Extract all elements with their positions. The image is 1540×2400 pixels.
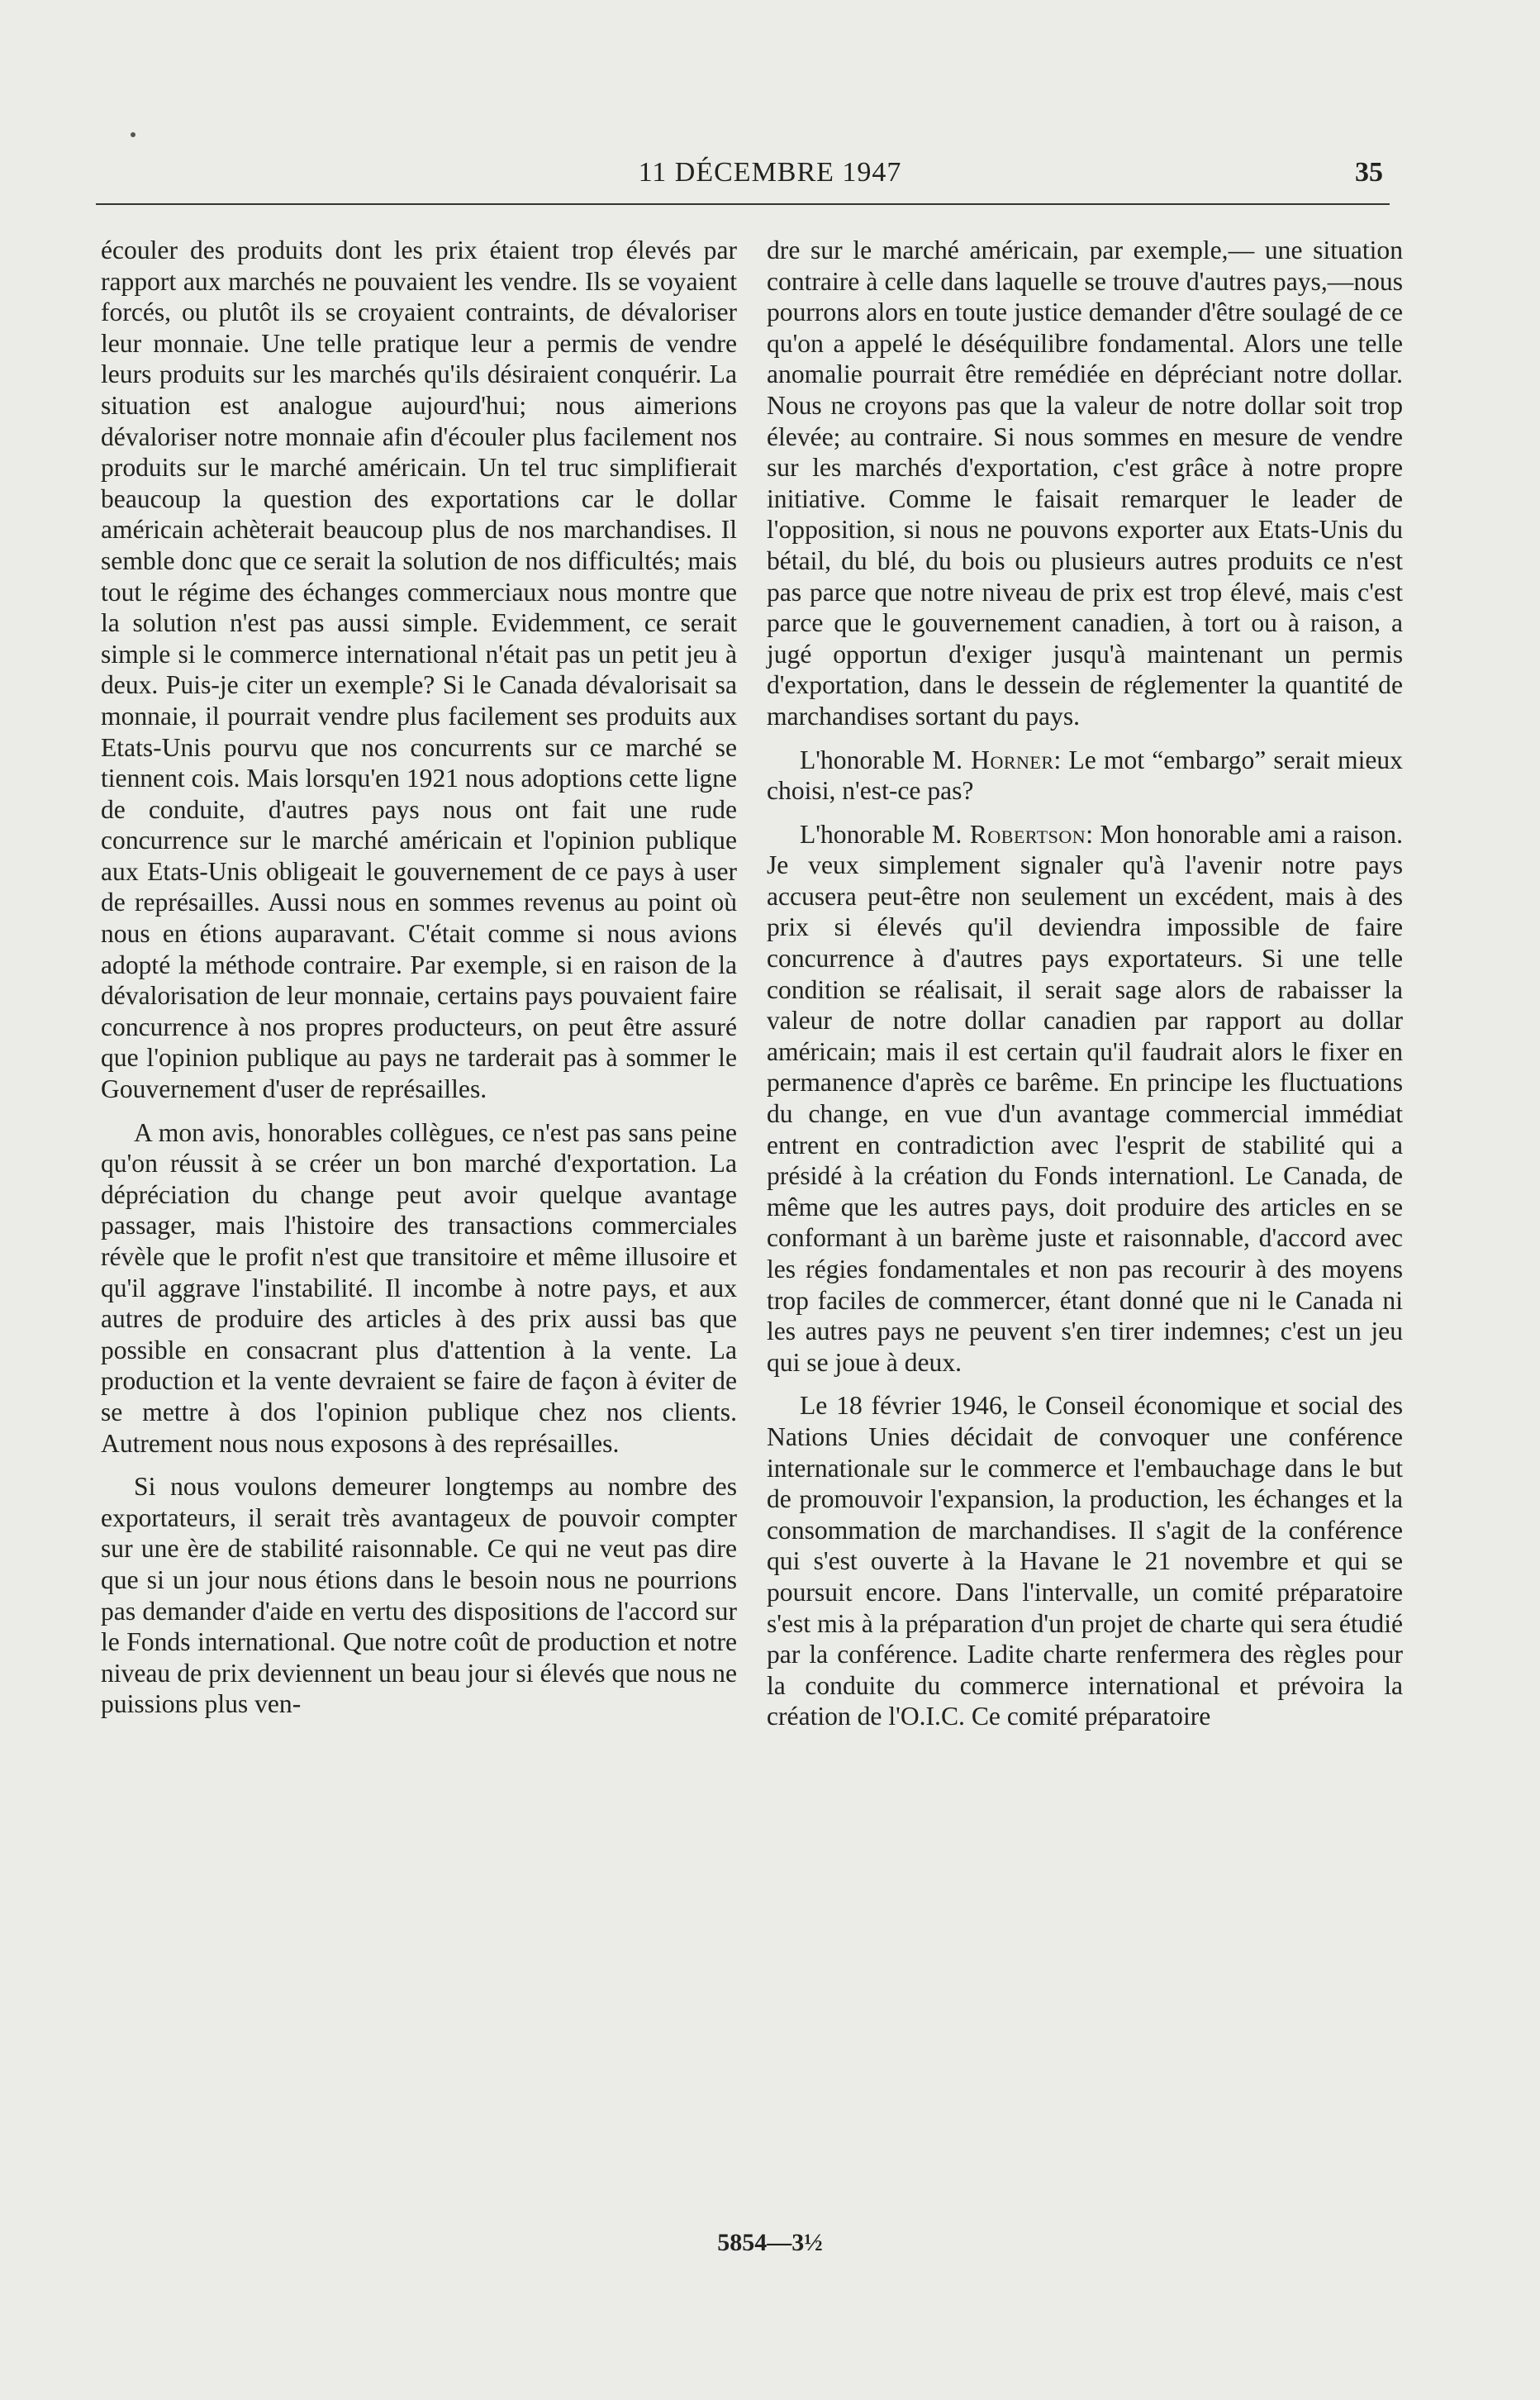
printer-signature: 5854—3½ — [717, 2229, 823, 2256]
header-rule — [96, 203, 1390, 205]
paragraph: A mon avis, honorables collègues, ce n'est pas sans peine qu'on réussit à se créer un bon marché d'exportation. La dépréciation du change peut avoir quelque avantage passager, mais l'histoire des transactions commerciales révèle que le profit n'est que transitoire et même illusoire et qu'il aggrave l'instabilité. Il incombe à notre pays, et aux autres de produire des articles à des prix aussi bas que possible en consacrant plus d'attention à la vente. La production et la vente devraient se faire de façon à éviter de se mettre à dos l'opinion publique chez nos clients. Autrement nous nous exposons à des représailles. — [101, 1117, 737, 1458]
speaker-paragraph — [767, 819, 1403, 1379]
honorific: L'honorable — [800, 819, 925, 849]
paragraph: Si nous voulons demeurer longtemps au nombre des exportateurs, il serait très avantageux de pouvoir compter sur une ère de stabilité raisonnable. Ce qui ne veut pas dire que si un jour nous étions dans le besoin nous ne pourrions pas demander d'aide en vertu des dispositions de l'accord sur le Fonds international. Que notre coût de production et notre niveau de prix deviennent un beau jour si élevés que nous ne puissions plus ven- — [101, 1472, 737, 1719]
speaker-name: M. Robertson — [931, 819, 1086, 849]
speech-text: : Le mot “embargo” serait mieux choisi, n'est-ce pas? — [767, 745, 1403, 806]
speech-text: : Mon honorable ami a raison. Je veux simplement signaler qu'à l'avenir notre pays accusera peut-être non seulement un excédent, mais à des prix si élevés qu'il deviendra impossible de faire concurrence à d'autres pays exportateurs. Si une telle condition se réalisait, il serait sage alors de rabaisser la valeur de notre dollar canadien par rapport au dollar américain; mais il est certain qu'il faudrait alors le fixer en permanence d'après ce barême. En principe les fluctuations du change, en vue d'un avantage commercial immédiat entrent en contradiction avec l'esprit de stabilité qui a présidé à la création du Fonds internationl. Le Canada, de même que les autres pays, doit produire des articles en se conformant à un barème juste et raisonnable, d'accord avec les régies fondamentales et non pas recourir à des moyens trop faciles de commercer, étant donné que ni le Canada ni les autres pays ne peuvent s'en tirer indemnes; c'est un jeu qui se joue à deux. — [767, 819, 1403, 1377]
paragraph-continued: dre sur le marché américain, par exemple,— une situation contraire à celle dans laquelle se trouve d'autres pays,—nous pourrons alors en toute justice demander d'être soulagé de ce qu'on a appelé le déséquilibre fondamental. Alors une telle anomalie pourrait être remédiée en dépréciant notre dollar. Nous ne croyons pas que la valeur de notre dollar soit trop élevée; au contraire. Si nous sommes en mesure de vendre sur les marchés d'exportation, c'est grâce à notre propre initiative. Comme le faisait remarquer le leader de l'opposition, si nous ne pouvons exporter aux Etats-Unis du bétail, du blé, du bois ou plusieurs autres produits ce n'est pas parce que notre niveau de prix est trop élevé, mais c'est parce que le gouvernement canadien, à tort ou à raison, a jugé opportun d'exiger jusqu'à maintenant un permis d'exportation, dans le dessein de réglementer la quantité de marchandises sortant du pays. — [767, 236, 1403, 731]
right-column — [767, 235, 1403, 1732]
honorific: L'honorable — [800, 745, 925, 774]
left-column — [101, 235, 737, 1720]
page-number: 35 — [1355, 157, 1383, 188]
speck-mark — [131, 132, 135, 137]
speaker-paragraph — [767, 745, 1403, 807]
paragraph: Le 18 février 1946, le Conseil économique et social des Nations Unies décidait de convoquer une conférence internationale sur le commerce et l'embauchage dans le but de promouvoir l'expansion, la production, les échanges et la consommation de marchandises. Il s'agit de la conférence qui s'est ouverte à la Havane le 21 novembre et qui se poursuit encore. Dans l'intervalle, un comité préparatoire s'est mis à la préparation d'un projet de charte qui sera étudié par la conférence. Ladite charte renfermera des règles pour la conduite du commerce international et prévoira la création de l'O.I.C. Ce comité préparatoire — [767, 1391, 1403, 1731]
header-date: 11 DÉCEMBRE 1947 — [638, 157, 902, 188]
speaker-name: M. Horner — [932, 745, 1054, 774]
paragraph-continued: écouler des produits dont les prix étaient trop élevés par rapport aux marchés ne pouvaient les vendre. Ils se voyaient forcés, ou plutôt ils se croyaient contraints, de dévaloriser leur monnaie. Une telle pratique leur a permis de vendre leurs produits sur les marchés qu'ils désiraient conquérir. La situation est analogue aujourd'hui; nous aimerions dévaloriser notre monnaie afin d'écouler plus facilement nos produits sur le marché américain. Un tel truc simplifierait beaucoup la question des exportations car le dollar américain achèterait beaucoup plus de nos marchandises. Il semble donc que ce serait la solution de nos difficultés; mais tout le régime des échanges commerciaux nous montre que la solution n'est pas aussi simple. Evidemment, ce serait simple si le commerce international n'était pas un petit jeu à deux. Puis-je citer un exemple? Si le Canada dévalorisait sa monnaie, il pourrait vendre plus facilement ses produits aux Etats-Unis pourvu que nos concurrents sur ce marché se tiennent cois. Mais lorsqu'en 1921 nous adoptions cette ligne de conduite, d'autres pays nous ont fait une rude concurrence sur le marché américain et l'opinion publique aux Etats-Unis obligeait le gouvernement de ce pays à user de représailles. Aussi nous en sommes revenus au point où nous en étions auparavant. C'était comme si nous avions adopté la méthode contraire. Par exemple, si en raison de la dévalorisation de leur monnaie, certains pays pouvaient faire concurrence à nos propres producteurs, on peut être assuré que l'opinion publique au pays ne tarderait pas à sommer le Gouvernement d'user de représailles. — [101, 236, 737, 1104]
